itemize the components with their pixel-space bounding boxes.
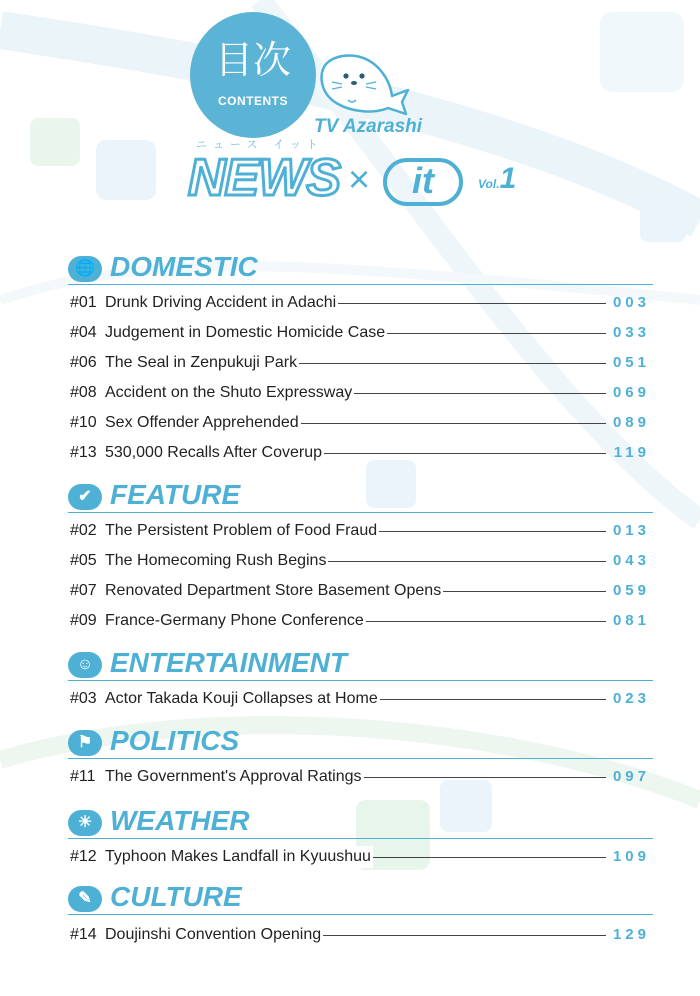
entry-title: The Government's Approval Ratings: [105, 766, 364, 788]
entry-page: 089: [612, 414, 650, 431]
entry-title: Judgement in Domestic Homicide Case: [105, 322, 387, 344]
entry-title: The Seal in Zenpukuji Park: [105, 352, 299, 374]
entry-title: Sex Offender Apprehended: [105, 412, 301, 434]
entry-page: 051: [612, 354, 650, 371]
entry-title: Typhoon Makes Landfall in Kyuushuu: [105, 846, 373, 868]
contents-label: CONTENTS: [218, 94, 288, 108]
toc-entry[interactable]: [70, 442, 650, 464]
entry-number: #14: [70, 926, 97, 943]
entry-page: 013: [612, 522, 650, 539]
section-divider: [68, 758, 653, 759]
toc-entry[interactable]: [70, 382, 650, 404]
logo-news: NEWS: [188, 149, 340, 207]
entry-page: 097: [612, 768, 650, 785]
toc-entry[interactable]: [70, 322, 650, 344]
brand-name: TV Azarashi: [314, 116, 423, 137]
pencil-icon: ✎: [68, 886, 102, 912]
volume-number: 1: [499, 162, 517, 195]
entry-title: Accident on the Shuto Expressway: [105, 382, 354, 404]
entry-number: #04: [70, 324, 97, 341]
flag-icon: ⚑: [68, 730, 102, 756]
entry-number: #13: [70, 444, 97, 461]
entry-page: 081: [612, 612, 650, 629]
section-title: WEATHER: [110, 805, 250, 836]
section-title: POLITICS: [110, 725, 240, 756]
section-title: CULTURE: [110, 881, 242, 912]
section-divider: [68, 680, 653, 681]
logo-kana: ニュース イット: [196, 138, 324, 151]
entry-number: #08: [70, 384, 97, 401]
toc-entry[interactable]: [70, 580, 650, 602]
entry-number: #01: [70, 294, 97, 311]
logo-cross: ×: [348, 159, 371, 201]
toc-entry[interactable]: [70, 924, 650, 946]
entry-number: #05: [70, 552, 97, 569]
sun-cloud-icon: ☀: [68, 810, 102, 836]
entry-number: #09: [70, 612, 97, 629]
toc-entry[interactable]: [70, 688, 650, 710]
contents-kanji: 目次: [214, 38, 291, 82]
section-title: ENTERTAINMENT: [110, 647, 347, 678]
volume-prefix: Vol.: [478, 177, 500, 191]
section-divider: [68, 838, 653, 839]
entry-page: 129: [612, 926, 650, 943]
toc-entry[interactable]: [70, 292, 650, 314]
entry-page: 109: [612, 848, 650, 865]
entry-page: 043: [612, 552, 650, 569]
entry-title: Drunk Driving Accident in Adachi: [105, 292, 338, 314]
entry-page: 059: [612, 582, 650, 599]
entry-number: #02: [70, 522, 97, 539]
seal-mascot-icon: [312, 50, 412, 125]
entry-title: 530,000 Recalls After Coverup: [105, 442, 324, 464]
entry-title: France-Germany Phone Conference: [105, 610, 366, 632]
entry-number: #12: [70, 848, 97, 865]
toc-entry[interactable]: [70, 610, 650, 632]
toc-entry[interactable]: [70, 520, 650, 542]
entry-title: The Homecoming Rush Begins: [105, 550, 328, 572]
checkmark-icon: ✔: [68, 484, 102, 510]
entry-title: The Persistent Problem of Food Fraud: [105, 520, 379, 542]
entry-page: 119: [613, 444, 650, 461]
toc-entry[interactable]: [70, 550, 650, 572]
entry-page: 069: [612, 384, 650, 401]
face-icon: ☺: [68, 652, 102, 678]
entry-number: #07: [70, 582, 97, 599]
entry-number: #10: [70, 414, 97, 431]
toc-entry[interactable]: [70, 846, 650, 868]
volume-label: [478, 162, 516, 196]
entry-title: Actor Takada Kouji Collapses at Home: [105, 688, 380, 710]
entry-page: 033: [612, 324, 650, 341]
entry-number: #11: [70, 768, 96, 785]
entry-title: Renovated Department Store Basement Opens: [105, 580, 443, 602]
entry-number: #06: [70, 354, 97, 371]
globe-icon: 🌐: [68, 256, 102, 282]
section-divider: [68, 284, 653, 285]
entry-page: 023: [612, 690, 650, 707]
toc-entry[interactable]: [70, 766, 650, 788]
section-divider: [68, 914, 653, 915]
entry-page: 003: [612, 294, 650, 311]
entry-title: Doujinshi Convention Opening: [105, 924, 323, 946]
logo-it: it: [383, 158, 463, 206]
entry-number: #03: [70, 690, 97, 707]
section-divider: [68, 512, 653, 513]
contents-circle-badge: [190, 12, 316, 138]
section-title: FEATURE: [110, 479, 241, 510]
toc-entry[interactable]: [70, 412, 650, 434]
section-title: DOMESTIC: [110, 251, 258, 282]
toc-entry[interactable]: [70, 352, 650, 374]
